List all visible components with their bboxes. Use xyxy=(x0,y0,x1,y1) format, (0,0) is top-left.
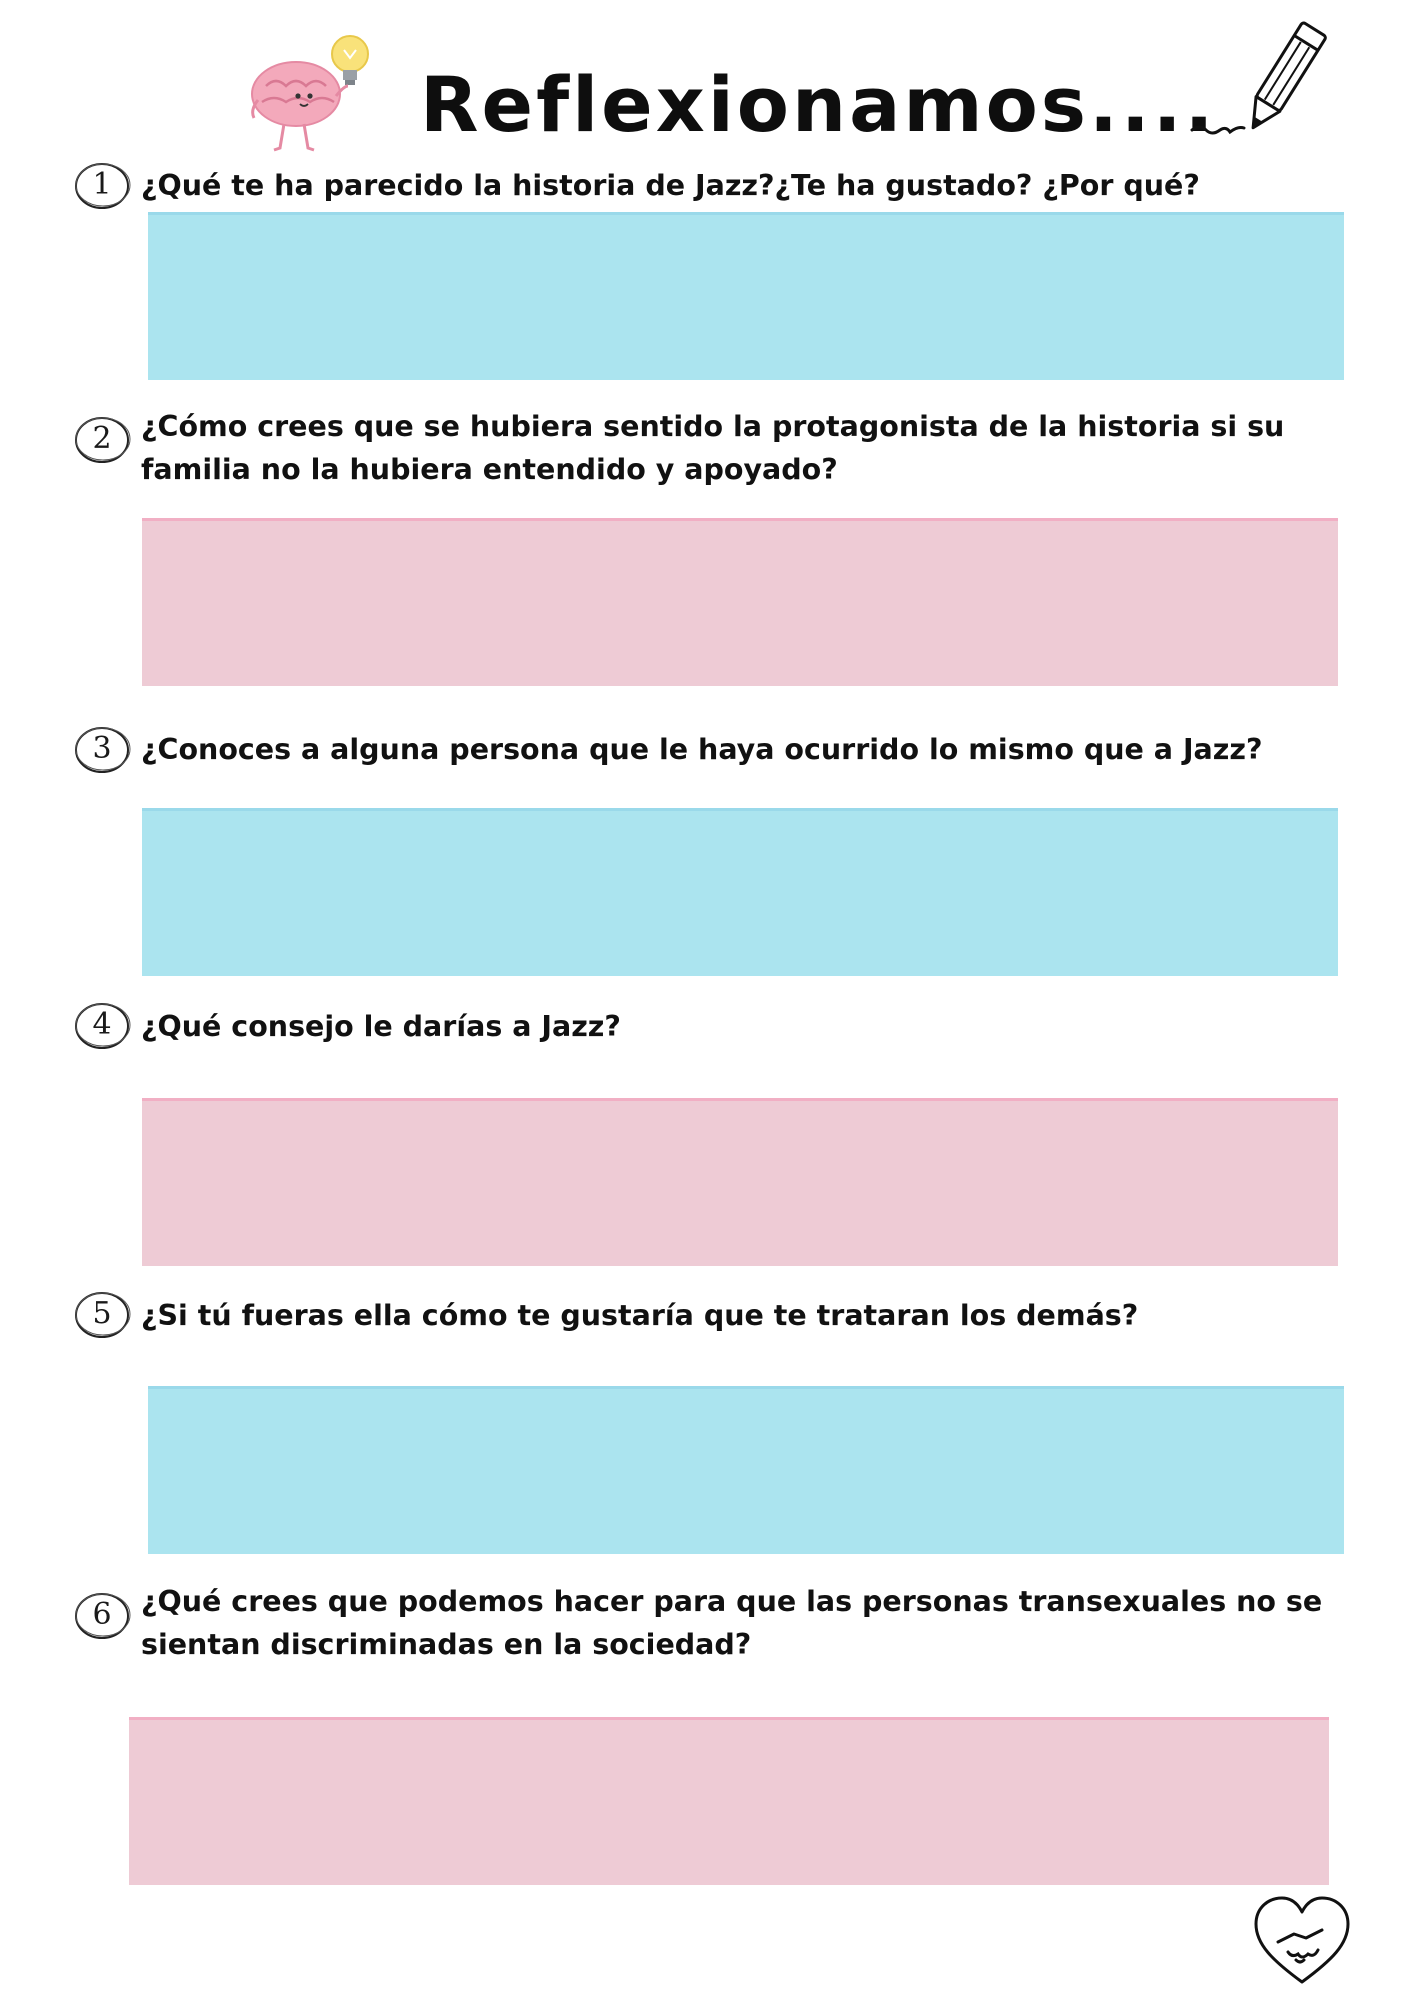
question-text-3: ¿Conoces a alguna persona que le haya ocurrido lo mismo que a Jazz? xyxy=(141,733,1263,766)
answer-box-5[interactable] xyxy=(148,1386,1344,1554)
question-number-label: 5 xyxy=(92,1296,112,1331)
question-number-4 xyxy=(72,998,132,1054)
answer-box-4[interactable] xyxy=(142,1098,1338,1266)
page-title: Reflexionamos.... xyxy=(420,60,1217,149)
question-text-6: ¿Qué crees que podemos hacer para que las personas transexuales no se sientan discriminadas en la sociedad? xyxy=(141,1585,1323,1661)
question-number-1 xyxy=(72,158,132,214)
lightbulb-icon xyxy=(332,36,368,85)
question-number-label: 1 xyxy=(92,167,112,202)
question-number-label: 3 xyxy=(92,731,112,766)
question-number-label: 2 xyxy=(92,421,112,456)
question-number-label: 4 xyxy=(92,1007,112,1042)
question-number-6 xyxy=(72,1588,132,1644)
question-text-4: ¿Qué consejo le darías a Jazz? xyxy=(141,1010,621,1043)
question-text-2: ¿Cómo crees que se hubiera sentido la protagonista de la historia si su familia no la hubiera entendido y apoyado? xyxy=(141,410,1285,486)
answer-box-2[interactable] xyxy=(142,518,1338,686)
answer-box-1[interactable] xyxy=(148,212,1344,380)
handshake-heart-icon xyxy=(1252,1894,1352,1988)
question-number-label: 6 xyxy=(92,1597,112,1632)
question-text-1: ¿Qué te ha parecido la historia de Jazz?¿Te ha gustado? ¿Por qué? xyxy=(141,169,1200,202)
pencil-icon xyxy=(1188,18,1338,148)
question-number-2 xyxy=(72,412,132,468)
brain-icon xyxy=(244,24,384,156)
question-number-3 xyxy=(72,722,132,778)
answer-box-6[interactable] xyxy=(129,1717,1329,1885)
answer-box-3[interactable] xyxy=(142,808,1338,976)
question-text-5: ¿Si tú fueras ella cómo te gustaría que te trataran los demás? xyxy=(141,1299,1139,1332)
question-number-5 xyxy=(72,1287,132,1343)
